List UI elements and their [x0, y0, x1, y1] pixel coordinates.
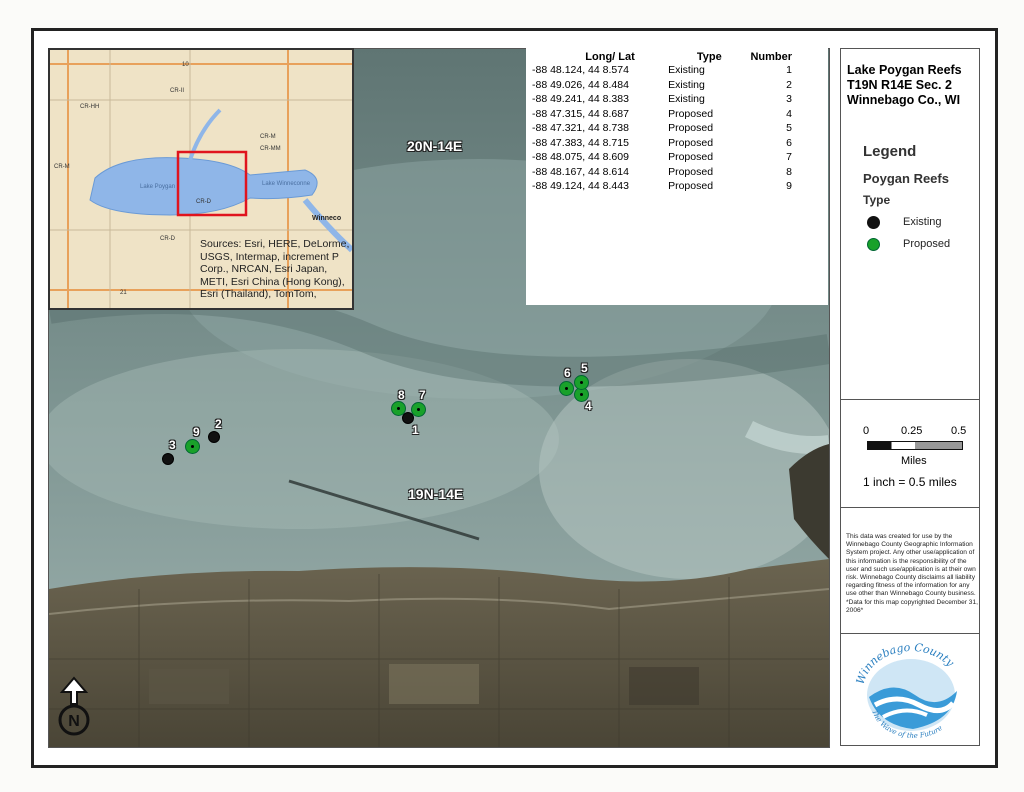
reef-marker-5[interactable]	[574, 375, 589, 390]
cell-type: Existing	[668, 78, 705, 91]
table-row	[526, 78, 828, 93]
reef-marker-6[interactable]	[559, 381, 574, 396]
map-title-line2: T19N R14E Sec. 2	[847, 78, 952, 92]
inset-lake-winneconne: Lake Winneconne	[262, 181, 311, 187]
cell-type: Proposed	[668, 180, 714, 192]
reef-label-1: 1	[412, 423, 419, 437]
table-row	[526, 136, 828, 151]
scale-text: 1 inch = 0.5 miles	[863, 475, 957, 489]
cell-longlat: -88 49.026, 44 8.484	[532, 78, 629, 91]
reef-label-3: 3	[169, 438, 176, 452]
cell-number: 2	[786, 78, 792, 91]
cell-longlat: -88 48.124, 44 8.574	[532, 64, 629, 76]
cell-longlat: -88 49.124, 44 8.443	[532, 180, 629, 192]
title-legend-section	[841, 49, 979, 400]
legend-field-name: Type	[863, 193, 891, 207]
svg-text:N: N	[68, 713, 80, 730]
map-sidebar	[840, 48, 980, 746]
reef-label-7: 7	[419, 388, 426, 402]
reef-marker-8[interactable]	[391, 401, 406, 416]
inset-road-cr-m-2: CR-M	[54, 164, 70, 170]
cell-type: Proposed	[668, 107, 714, 120]
inset-road-cr-d: CR-D	[196, 199, 211, 205]
table-row	[526, 121, 828, 136]
map-title	[841, 49, 979, 108]
table-row	[526, 63, 828, 78]
scale-tick-05: 0.5	[951, 425, 967, 437]
inset-road-cr-d-2: CR-D	[160, 236, 175, 242]
cell-type: Proposed	[668, 136, 714, 149]
divider	[841, 507, 979, 508]
cell-number: 1	[786, 64, 792, 76]
col-header-type: Type	[696, 50, 722, 63]
reef-coordinates-table	[526, 48, 828, 194]
col-header-longlat: Long/ Lat	[585, 50, 635, 63]
table-row	[526, 179, 828, 194]
reef-marker-9[interactable]	[185, 439, 200, 454]
map-title-line1: Lake Poygan Reefs	[847, 63, 962, 77]
cell-type: Existing	[668, 64, 705, 76]
cell-longlat: -88 48.075, 44 8.609	[532, 151, 629, 163]
cell-number: 8	[786, 165, 792, 178]
divider	[841, 633, 979, 634]
county-logo-graphic	[853, 643, 969, 739]
township-label-south: 19N-14E	[408, 486, 464, 502]
disclaimer-text: This data was created for use by the Winnebago County Geographic Information System project. Any other use/application of this information is the responsibility of the user and such use/application is at their own risk. Winnebago County disclaims all liability regarding fitness of the information for any use other than Winnebago County business. *Data for this map copyrighted December 31, 2006*	[846, 533, 978, 614]
legend-existing-symbol	[867, 216, 880, 229]
inset-road-cr-ii: CR-II	[170, 88, 184, 94]
legend-existing-label: Existing	[903, 216, 942, 228]
north-arrow	[56, 676, 92, 738]
cell-longlat: -88 47.315, 44 8.687	[532, 107, 629, 120]
table-row	[526, 107, 828, 122]
cell-number: 9	[786, 180, 792, 192]
reef-label-8: 8	[398, 388, 405, 402]
inset-road-cr-mm: CR-MM	[260, 146, 281, 152]
reef-coordinates-panel	[526, 48, 828, 305]
north-arrow-icon	[56, 676, 92, 738]
reef-label-2: 2	[215, 417, 222, 431]
inset-road-cr-hh: CR-HH	[80, 104, 100, 110]
inset-road-10: 10	[182, 62, 189, 68]
inset-lake-poygan: Lake Poygan	[140, 184, 176, 190]
county-logo	[853, 643, 969, 739]
cell-type: Existing	[668, 93, 705, 105]
inset-locator-map[interactable]	[48, 48, 354, 310]
township-label-north: 20N-14E	[407, 138, 463, 154]
reef-marker-3[interactable]	[162, 453, 174, 465]
cell-number: 7	[786, 151, 792, 163]
divider	[841, 399, 979, 400]
scale-tick-025: 0.25	[901, 425, 923, 437]
table-header-row	[526, 48, 828, 63]
reef-marker-2[interactable]	[208, 431, 220, 443]
scale-units: Miles	[901, 455, 927, 467]
scale-bar-graphic	[867, 441, 963, 450]
reef-label-5: 5	[581, 361, 588, 375]
cell-number: 4	[786, 107, 792, 120]
svg-text:Winnebago County: Winnebago County	[853, 643, 957, 686]
legend-heading: Legend	[863, 143, 917, 160]
cell-type: Proposed	[668, 165, 714, 178]
legend-proposed-label: Proposed	[903, 238, 951, 250]
cell-longlat: -88 47.383, 44 8.715	[532, 136, 629, 149]
legend-layer-name: Poygan Reefs	[863, 171, 949, 186]
reef-label-4: 4	[585, 399, 592, 413]
cell-longlat: -88 49.241, 44 8.383	[532, 93, 629, 105]
inset-sources-text: Sources: Esri, HERE, DeLorme, USGS, Intermap, increment P Corp., NRCAN, Esri Japan, METI, Esri China (Hong Kong), Esri (Thailand), TomTom,	[200, 238, 350, 300]
inset-town-label: Winneco	[312, 215, 342, 222]
table-row	[526, 165, 828, 180]
cell-longlat: -88 48.167, 44 8.614	[532, 165, 629, 178]
table-row	[526, 150, 828, 165]
cell-number: 5	[786, 122, 792, 134]
map-title-line3: Winnebago Co., WI	[847, 93, 961, 107]
scale-bar-section	[841, 421, 979, 501]
col-header-number: Number	[750, 50, 792, 63]
scale-tick-0: 0	[863, 425, 870, 437]
cell-number: 6	[786, 136, 792, 149]
reef-marker-7[interactable]	[411, 402, 426, 417]
inset-road-cr-m: CR-M	[260, 134, 276, 140]
cell-number: 3	[786, 93, 792, 105]
reef-label-9: 9	[193, 425, 200, 439]
table-row	[526, 92, 828, 107]
svg-text:The Wave of the Future: The Wave of the Future	[870, 708, 944, 739]
cell-type: Proposed	[668, 122, 714, 134]
legend-proposed-symbol	[867, 238, 880, 251]
cell-longlat: -88 47.321, 44 8.738	[532, 122, 629, 134]
inset-road-21: 21	[120, 290, 127, 296]
cell-type: Proposed	[668, 151, 714, 163]
reef-label-6: 6	[564, 366, 571, 380]
